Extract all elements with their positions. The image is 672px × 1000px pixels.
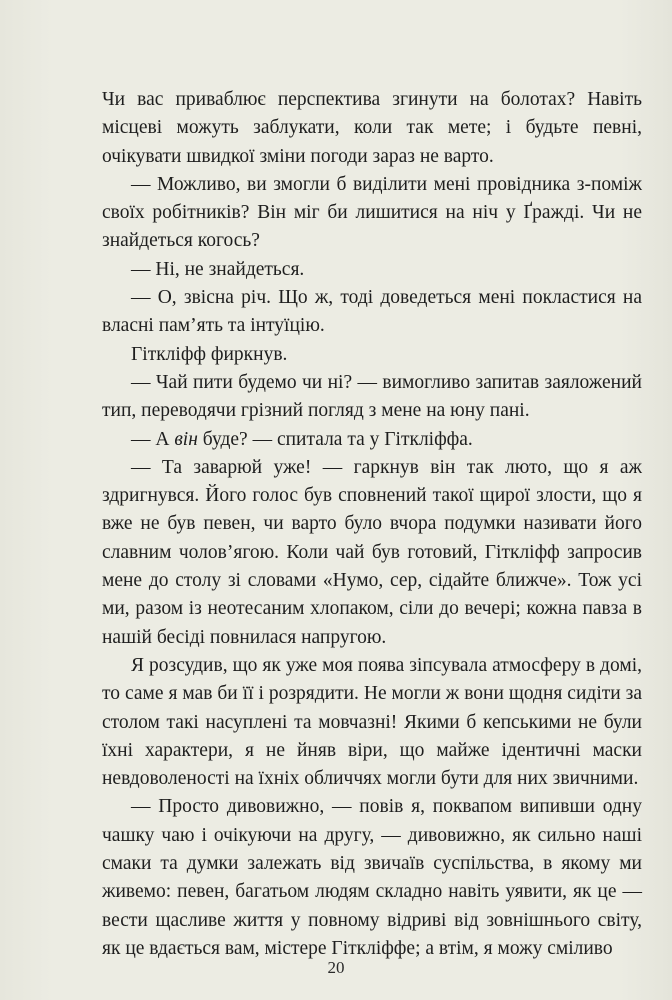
paragraph-4: — О, звісна річ. Що ж, тоді доведеться мені покластися на власні пам’ять та інтуїцію. — [102, 287, 642, 337]
body-text — [102, 86, 642, 963]
paragraph-8: — Та заварюй уже! — гаркнув він так люто, що я аж здригнувся. Його голос був сповнений такої щирої злости, що я вже не був певен, чи варто було вчора подумки називати його славним чолов’ягою. Коли чай був готовий, Гіткліфф запросив мене до столу зі словами «Нумо, сер, сідайте ближче». Тож усі ми, разом із неотесаним хлопаком, сіли до вечері; кожна павза в нашій бесіді повнилася напругою. — [102, 456, 642, 648]
paragraph-7-start: — А — [131, 428, 175, 450]
paragraph-1: Чи вас приваблює перспектива згинути на болотах? Навіть місцеві можуть заблукати, коли так мете; і будьте певні, очікувати швидкої зміни погоди зараз не варто. — [102, 89, 642, 167]
paragraph-3: — Ні, не знайдеться. — [131, 258, 305, 280]
paragraph-7-end: буде? — спитала та у Гіткліффа. — [197, 428, 473, 450]
paragraph-9: Я розсудив, що як уже моя поява зіпсувала атмосферу в домі, то саме я мав би її і розрядити. Не могли ж вони щодня сидіти за столом такі насуплені та мовчазні! Якими б кепськими не були їхні характери, я не йняв віри, що майже ідентичні маски невдоволеності на їхніх обличчях могли бути для них звичними. — [102, 654, 642, 790]
paragraph-5: Гіткліфф фиркнув. — [131, 343, 288, 365]
paragraph-10: — Просто дивовижно, — повів я, поквапом випивши одну чашку чаю і очікуючи на другу, — дивовижно, як сильно наші смаки та думки залежать від звичаїв суспільства, в якому ми живемо: певен, багатьом людям складно навіть уявити, як це — вести щасливе життя у повному відриві від зовнішнього світу, як це вдається вам, містере Гіткліффе; а втім, я можу сміливо — [102, 796, 642, 959]
paragraph-6: — Чай пити будемо чи ні? — вимогливо запитав заяложений тип, переводячи грізний погляд з мене на юну пані. — [102, 371, 642, 422]
page-number: 20 — [327, 958, 345, 977]
paragraph-2: — Можливо, ви змогли б виділити мені провідника з-поміж своїх робітників? Він міг би лишитися на ніч у Ґражді. Чи не знайдеться когось? — [102, 173, 642, 252]
paragraph-7 — [102, 426, 642, 454]
italic-word: він — [174, 428, 198, 450]
